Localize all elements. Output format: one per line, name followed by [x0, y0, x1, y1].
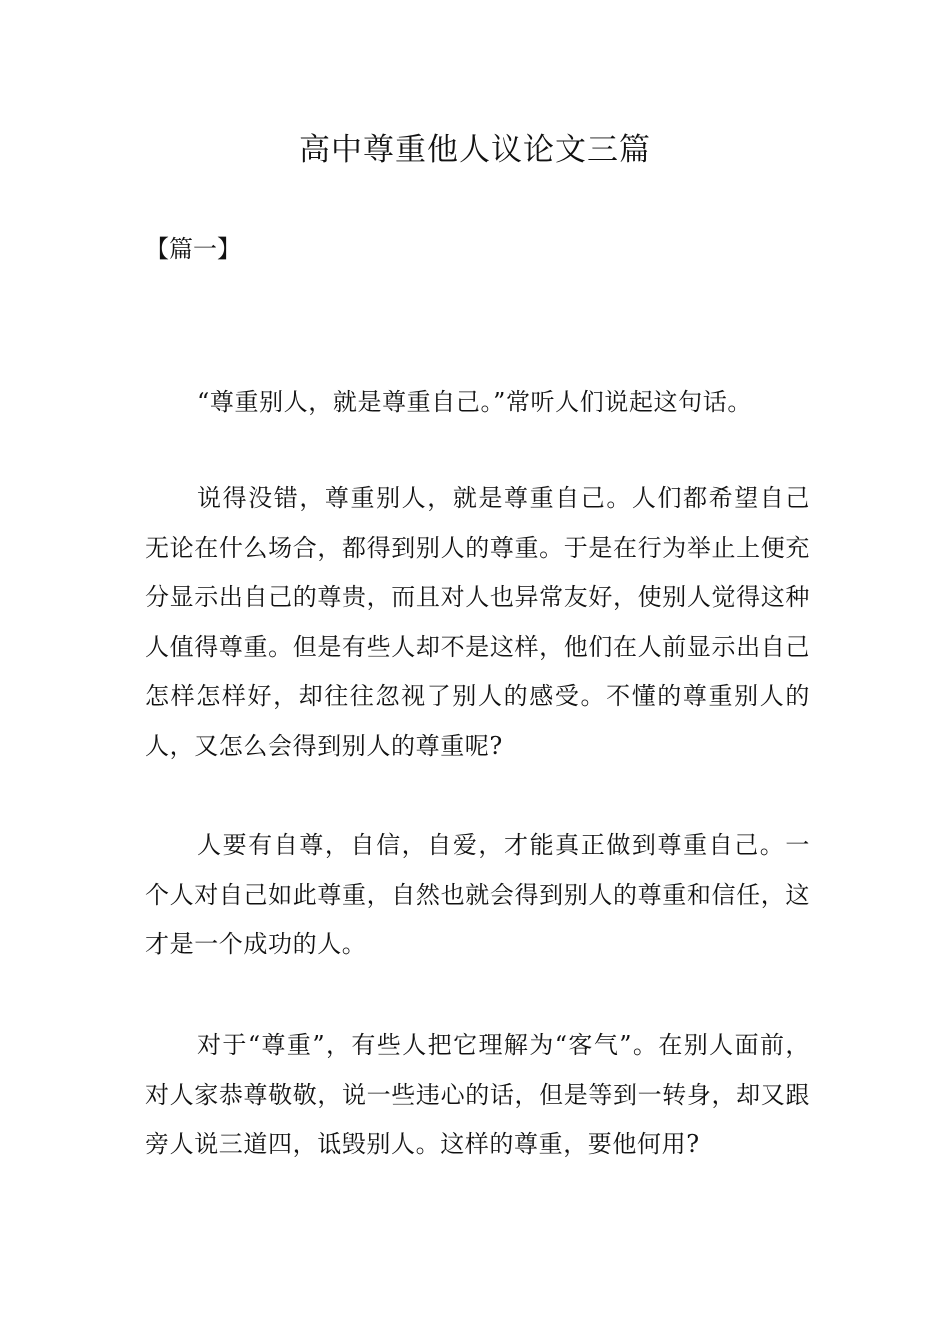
section-label: 【篇一】	[145, 235, 241, 263]
paragraph-2: 说得没错，尊重别人，就是尊重自己。人们都希望自己无论在什么场合，都得到别人的尊重。于是在行为举止上便充分显示出自己的尊贵，而且对人也异常友好，使别人觉得这种人值得尊重。但是有些人却不是这样，他们在人前显示出自己怎样怎样好，却往往忽视了别人的感受。不懂的尊重别人的人，又怎么会得到别人的尊重呢?	[145, 484, 810, 760]
paragraph-4: 对于“尊重”，有些人把它理解为“客气”。在别人面前，对人家恭尊敬敬，说一些违心的话，但是等到一转身，却又跟旁人说三道四，诋毁别人。这样的尊重，要他何用?	[145, 1031, 810, 1158]
paragraph-1: “尊重别人，就是尊重自己。”常听人们说起这句话。	[197, 388, 752, 416]
paragraph-3: 人要有自尊，自信，自爱，才能真正做到尊重自己。一个人对自己如此尊重，自然也就会得到别人的尊重和信任，这才是一个成功的人。	[145, 831, 810, 958]
document-title: 高中尊重他人议论文三篇	[299, 132, 651, 168]
